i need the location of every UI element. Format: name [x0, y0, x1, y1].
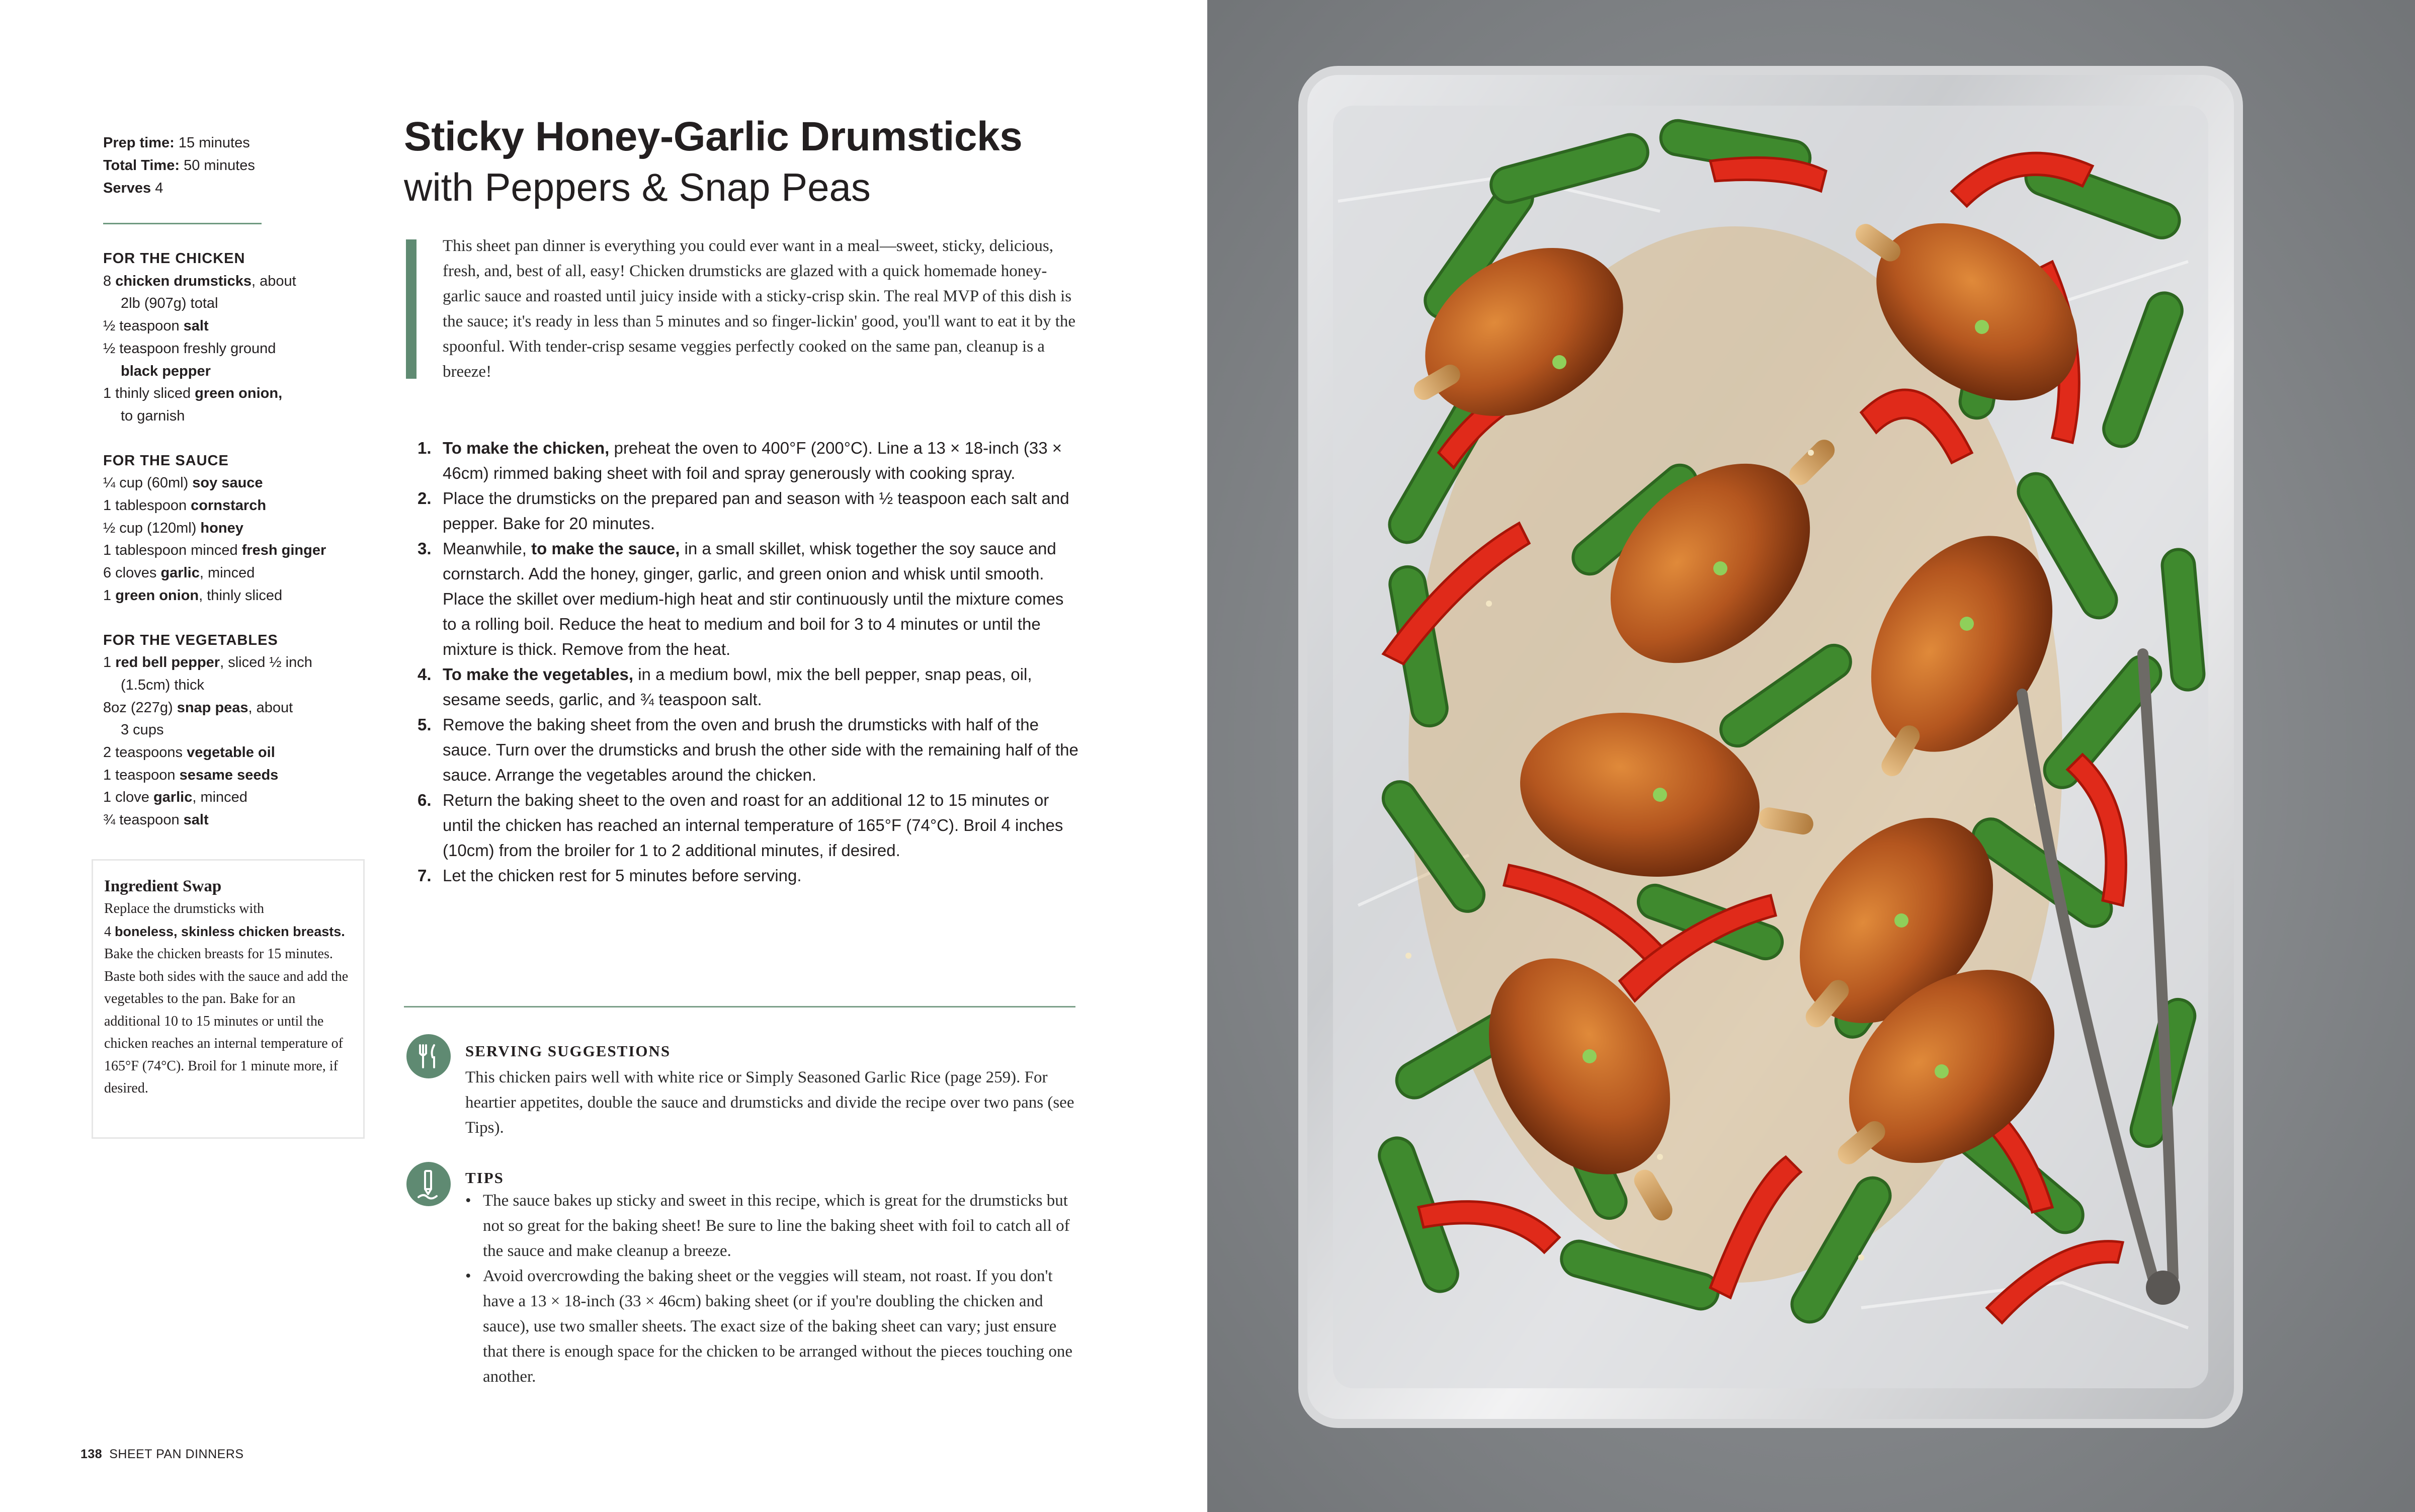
- ingredient-swap-box: [92, 859, 365, 1139]
- tips-list: [465, 1188, 1079, 1389]
- section-name: SHEET PAN DINNERS: [109, 1447, 244, 1461]
- ingredient-item: 6 cloves garlic, minced: [103, 565, 255, 581]
- recipe-subtitle: with Peppers & Snap Peas: [404, 165, 871, 209]
- step-item: 7. Let the chicken rest for 5 minutes before serving.: [418, 866, 802, 885]
- ingredient-item: ¼ cup (60ml) soy sauce: [103, 475, 263, 491]
- prep-value: 15 minutes: [178, 135, 250, 151]
- total-label: Total Time:: [103, 157, 180, 174]
- page-footer: [80, 1447, 244, 1462]
- step-item: 5. Remove the baking sheet from the oven and brush the drumsticks with half of the sauce. Turn over the drumsticks and brush the other side with the remaining half of the sauce. Arrange the vegetables around the chicken.: [418, 715, 1078, 784]
- prep-label: Prep time:: [103, 135, 175, 151]
- page-number: 138: [80, 1447, 103, 1461]
- ingredient-item: ¾ teaspoon salt: [103, 812, 209, 828]
- serves-value: 4: [155, 180, 163, 196]
- tips-heading: TIPS: [465, 1169, 504, 1187]
- swap-text: Replace the drumsticks with 4 boneless, skinless chicken breasts. Bake the chicken breasts for 15 minutes. Baste both sides with the sauce and add the vegetables to the pan. Bake for an additional 10 to 15 minutes or until the chicken reaches an internal temperature of 165°F (74°C). Broil for 1 minute more, if desired.: [104, 901, 349, 1096]
- ingredient-item: ½ teaspoon freshly ground black pepper: [103, 340, 276, 379]
- vegetables-heading: FOR THE VEGETABLES: [103, 632, 278, 648]
- step-item: 3. Meanwhile, to make the sauce, in a small skillet, whisk together the soy sauce and cornstarch. Add the honey, ginger, garlic, and green onion and whisk until smooth. Place the skillet over medium-high heat and stir continuously until the mixture comes to a rolling boil. Reduce the heat to medium and boil for 3 to 4 minutes or until the mixture is thick. Remove from the heat.: [418, 539, 1064, 658]
- intro-accent-bar: [406, 239, 417, 379]
- step-item: 4. To make the vegetables, in a medium bowl, mix the bell pepper, snap peas, oil, sesame seeds, garlic, and ¾ teaspoon salt.: [418, 665, 1032, 709]
- ingredient-item: 1 thinly sliced green onion, to garnish: [103, 385, 283, 424]
- ingredient-item: 1 green onion, thinly sliced: [103, 587, 283, 604]
- ingredient-item: 2 teaspoons vegetable oil: [103, 744, 275, 761]
- tip-item: • Avoid overcrowding the baking sheet or the veggies will steam, not roast. If you don't have a 13 × 18-inch (33 × 46cm) baking sheet (or if you're doubling the chicken and sauce), use two smaller sheets. The exact size of the baking sheet can vary; just ensure that there is enough space for the chicken to be arranged without the pieces touching one another.: [465, 1267, 1072, 1386]
- recipe-title: Sticky Honey-Garlic Drumsticks: [404, 114, 1023, 159]
- fork-knife-icon: [406, 1034, 451, 1078]
- serving-text: This chicken pairs well with white rice or Simply Seasoned Garlic Rice (page 259). For heartier appetites, double the sauce and drumsticks and divide the recipe over two pans (see Tips).: [465, 1068, 1074, 1137]
- chicken-heading: FOR THE CHICKEN: [103, 250, 245, 267]
- ingredient-item: ½ cup (120ml) honey: [103, 520, 243, 536]
- ingredient-item: 8 chicken drumsticks, about 2lb (907g) total: [103, 273, 296, 312]
- ingredient-item: 1 red bell pepper, sliced ½ inch (1.5cm) thick: [103, 654, 312, 693]
- step-item: 1. To make the chicken, preheat the oven to 400°F (200°C). Line a 13 × 18-inch (33 × 46cm) rimmed baking sheet with foil and spray generously with cooking spray.: [418, 439, 1062, 482]
- ingredient-item: ½ teaspoon salt: [103, 318, 209, 334]
- recipe-intro: This sheet pan dinner is everything you could ever want in a meal—sweet, sticky, delicious, fresh, and, best of all, easy! Chicken drumsticks are glazed with a quick homemade honey-garlic sauce and roasted until juicy inside with a sticky-crisp skin. The real MVP of this dish is the sauce; it's ready in less than 5 minutes and so finger-lickin' good, you'll want to eat it by the spoonful. With tender-crisp sesame veggies perfectly cooked on the same pan, cleanup is a breeze!: [443, 237, 1076, 381]
- meta-divider: [103, 223, 262, 224]
- total-value: 50 minutes: [184, 157, 255, 174]
- ingredient-item: 1 tablespoon minced fresh ginger: [103, 542, 326, 559]
- recipe-page: [0, 0, 1207, 1512]
- step-item: 2. Place the drumsticks on the prepared pan and season with ½ teaspoon each salt and pepper. Bake for 20 minutes.: [418, 489, 1069, 533]
- tip-item: • The sauce bakes up sticky and sweet in this recipe, which is great for the drumsticks but not so great for the baking sheet! Be sure to line the baking sheet with foil to catch all of the sauce and make cleanup a breeze.: [465, 1192, 1070, 1260]
- sauce-heading: FOR THE SAUCE: [103, 452, 229, 469]
- recipe-meta: [103, 132, 255, 200]
- serving-heading: SERVING SUGGESTIONS: [465, 1042, 671, 1060]
- method-steps: [412, 436, 1081, 888]
- recipe-photo: [1207, 0, 2415, 1512]
- ingredient-item: 1 teaspoon sesame seeds: [103, 767, 279, 783]
- ingredient-item: 1 tablespoon cornstarch: [103, 497, 267, 514]
- step-item: 6. Return the baking sheet to the oven and roast for an additional 12 to 15 minutes or until the chicken has reached an internal temperature of 165°F (74°C). Broil 4 inches (10cm) from the broiler for 1 to 2 additional minutes, if desired.: [418, 791, 1063, 860]
- swap-title: Ingredient Swap: [104, 877, 222, 895]
- section-divider: [404, 1006, 1075, 1007]
- ingredients-list: [103, 247, 365, 831]
- ingredient-item: 8oz (227g) snap peas, about 3 cups: [103, 699, 293, 738]
- ingredient-item: 1 clove garlic, minced: [103, 789, 247, 806]
- pencil-note-icon: [406, 1162, 451, 1206]
- serves-label: Serves: [103, 180, 151, 196]
